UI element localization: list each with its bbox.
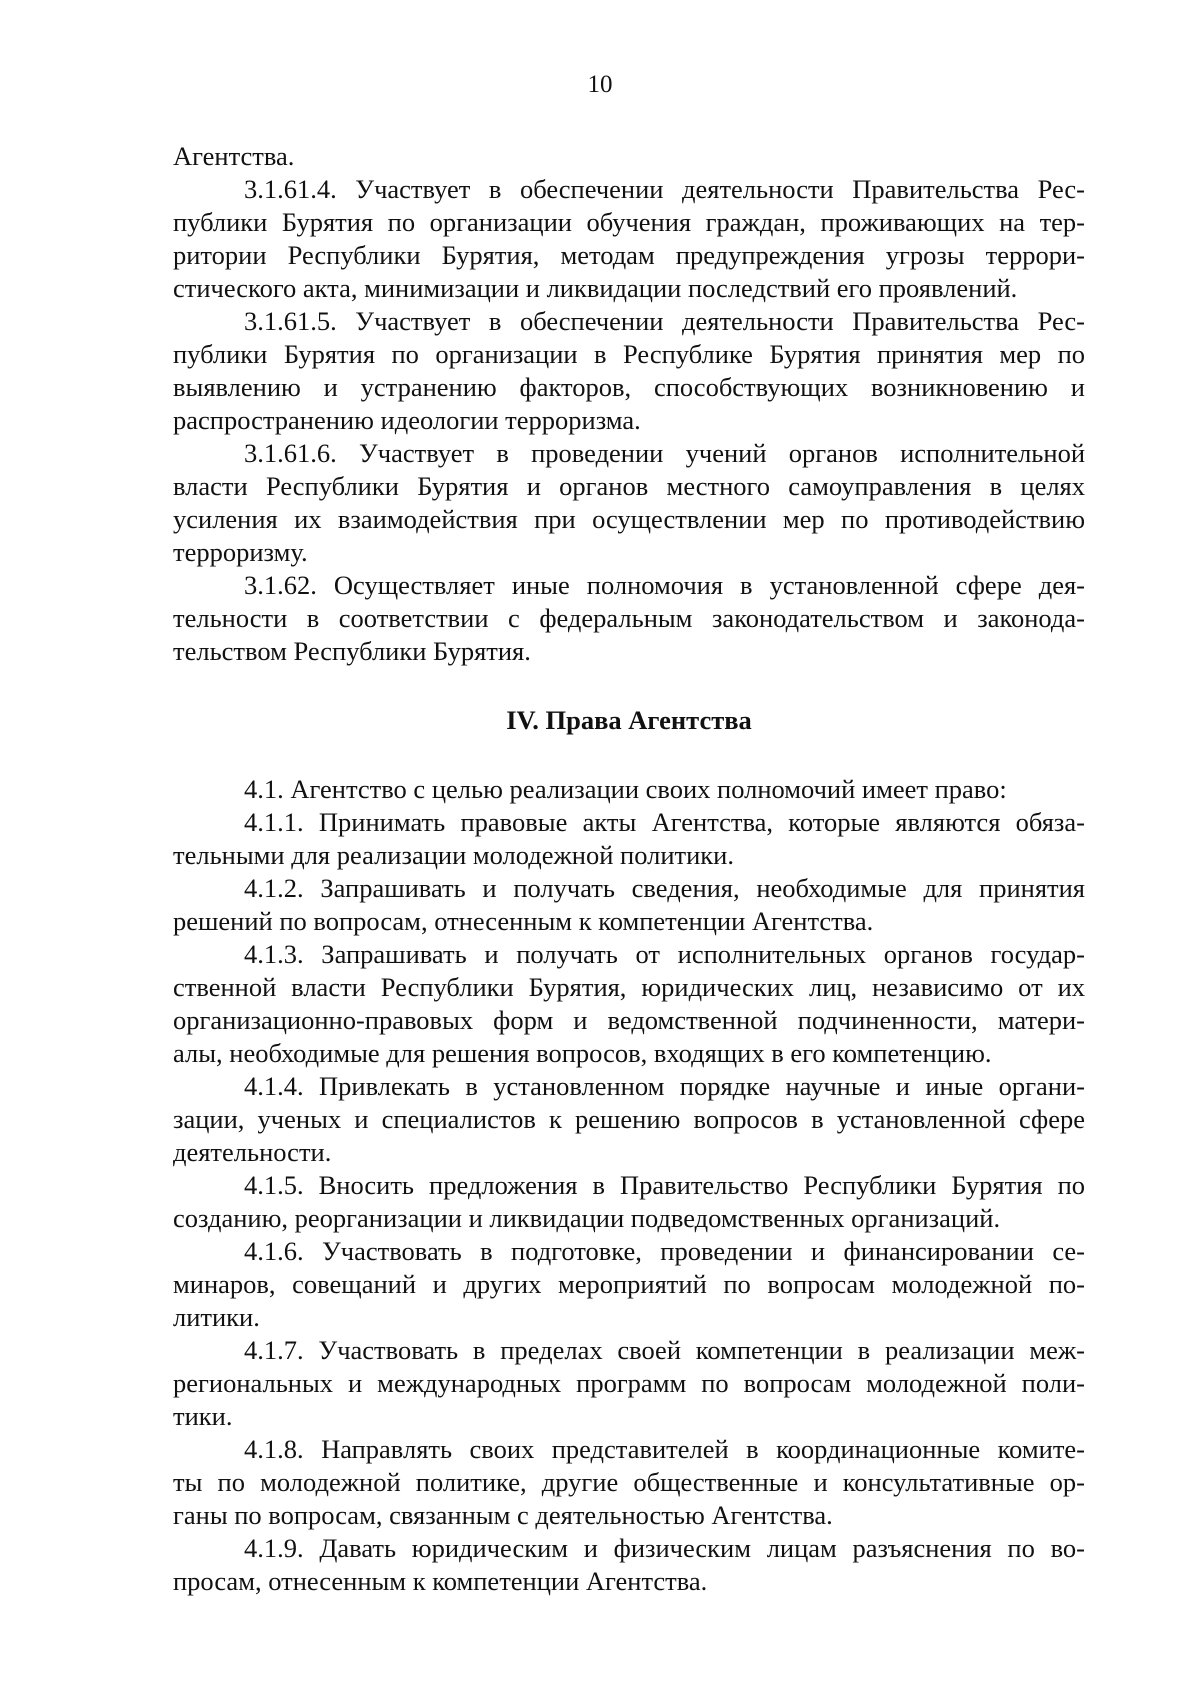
text-line: 3.1.61.6. Участвует в проведении учений органов исполнительной <box>244 438 1085 468</box>
paragraph <box>173 1169 1085 1235</box>
paragraph <box>173 872 1085 938</box>
paragraphs-after-heading <box>173 773 1085 1598</box>
text-line: решений по вопросам, отнесенным к компетенции Агентства. <box>173 906 874 936</box>
text-line: 3.1.61.5. Участвует в обеспечении деятельности Правительства Рес- <box>244 306 1085 336</box>
text-line: деятельности. <box>173 1137 332 1167</box>
paragraph <box>173 773 1085 806</box>
text-line: 4.1.1. Принимать правовые акты Агентства, которые являются обяза- <box>244 807 1085 837</box>
paragraph <box>173 140 1085 173</box>
text-line: публики Бурятия по организации обучения граждан, проживающих на тер- <box>173 207 1085 237</box>
section-heading: IV. Права Агентства <box>506 705 752 735</box>
text-line: ганы по вопросам, связанным с деятельностью Агентства. <box>173 1500 833 1530</box>
text-line: литики. <box>173 1302 260 1332</box>
text-line: стического акта, минимизации и ликвидации последствий его проявлений. <box>173 273 1018 303</box>
text-line: 4.1.8. Направлять своих представителей в координационные комите- <box>244 1434 1085 1464</box>
text-line: терроризму. <box>173 537 308 567</box>
text-line: просам, отнесенным к компетенции Агентства. <box>173 1566 708 1596</box>
text-line: тики. <box>173 1401 233 1431</box>
paragraph <box>173 1235 1085 1334</box>
text-line: тельными для реализации молодежной политики. <box>173 840 734 870</box>
text-line: ритории Республики Бурятия, методам предупреждения угрозы террори- <box>173 240 1085 270</box>
text-line: выявлению и устранению факторов, способствующих возникновению и <box>173 372 1085 402</box>
paragraphs-before-heading <box>173 140 1085 668</box>
text-line: организационно-правовых форм и ведомственной подчиненности, матери- <box>173 1005 1085 1035</box>
text-line: 4.1.4. Привлекать в установленном порядке научные и иные органи- <box>244 1071 1085 1101</box>
paragraph <box>173 1334 1085 1433</box>
paragraph <box>173 569 1085 668</box>
text-line: 4.1.3. Запрашивать и получать от исполнительных органов государ- <box>244 939 1085 969</box>
text-line: тельством Республики Бурятия. <box>173 636 531 666</box>
text-line: созданию, реорганизации и ликвидации подведомственных организаций. <box>173 1203 1001 1233</box>
text-line: 3.1.62. Осуществляет иные полномочия в установленной сфере дея- <box>244 570 1085 600</box>
paragraph <box>173 1433 1085 1532</box>
text-line: распространению идеологии терроризма. <box>173 405 641 435</box>
text-line: алы, необходимые для решения вопросов, входящих в его компетенцию. <box>173 1038 992 1068</box>
text-line: региональных и международных программ по вопросам молодежной поли- <box>173 1368 1085 1398</box>
page-number: 10 <box>587 71 613 98</box>
text-line: власти Республики Бурятия и органов местного самоуправления в целях <box>173 471 1085 501</box>
text-line: 4.1.9. Давать юридическим и физическим лицам разъяснения по во- <box>244 1533 1085 1563</box>
document-body <box>173 140 1085 1598</box>
text-line: 4.1.2. Запрашивать и получать сведения, необходимые для принятия <box>244 873 1085 903</box>
text-line: 3.1.61.4. Участвует в обеспечении деятельности Правительства Рес- <box>244 174 1085 204</box>
text-line: 4.1.5. Вносить предложения в Правительство Республики Бурятия по <box>244 1170 1085 1200</box>
text-line: Агентства. <box>173 141 295 171</box>
text-line: минаров, совещаний и других мероприятий по вопросам молодежной по- <box>173 1269 1085 1299</box>
text-line: ственной власти Республики Бурятия, юридических лиц, независимо от их <box>173 972 1085 1002</box>
paragraph <box>173 305 1085 437</box>
text-line: усиления их взаимодействия при осуществлении мер по противодействию <box>173 504 1085 534</box>
text-line: зации, ученых и специалистов к решению вопросов в установленной сфере <box>173 1104 1085 1134</box>
text-line: 4.1. Агентство с целью реализации своих полномочий имеет право: <box>244 774 1007 804</box>
text-line: ты по молодежной политике, другие общественные и консультативные ор- <box>173 1467 1085 1497</box>
paragraph <box>173 173 1085 305</box>
text-line: публики Бурятия по организации в Республике Бурятия принятия мер по <box>173 339 1085 369</box>
text-line: тельности в соответствии с федеральным законодательством и законода- <box>173 603 1085 633</box>
paragraph <box>173 437 1085 569</box>
text-line: 4.1.7. Участвовать в пределах своей компетенции в реализации меж- <box>244 1335 1085 1365</box>
paragraph <box>173 1532 1085 1598</box>
paragraph <box>173 806 1085 872</box>
paragraph <box>173 1070 1085 1169</box>
paragraph <box>173 938 1085 1070</box>
text-line: 4.1.6. Участвовать в подготовке, проведении и финансировании се- <box>244 1236 1085 1266</box>
